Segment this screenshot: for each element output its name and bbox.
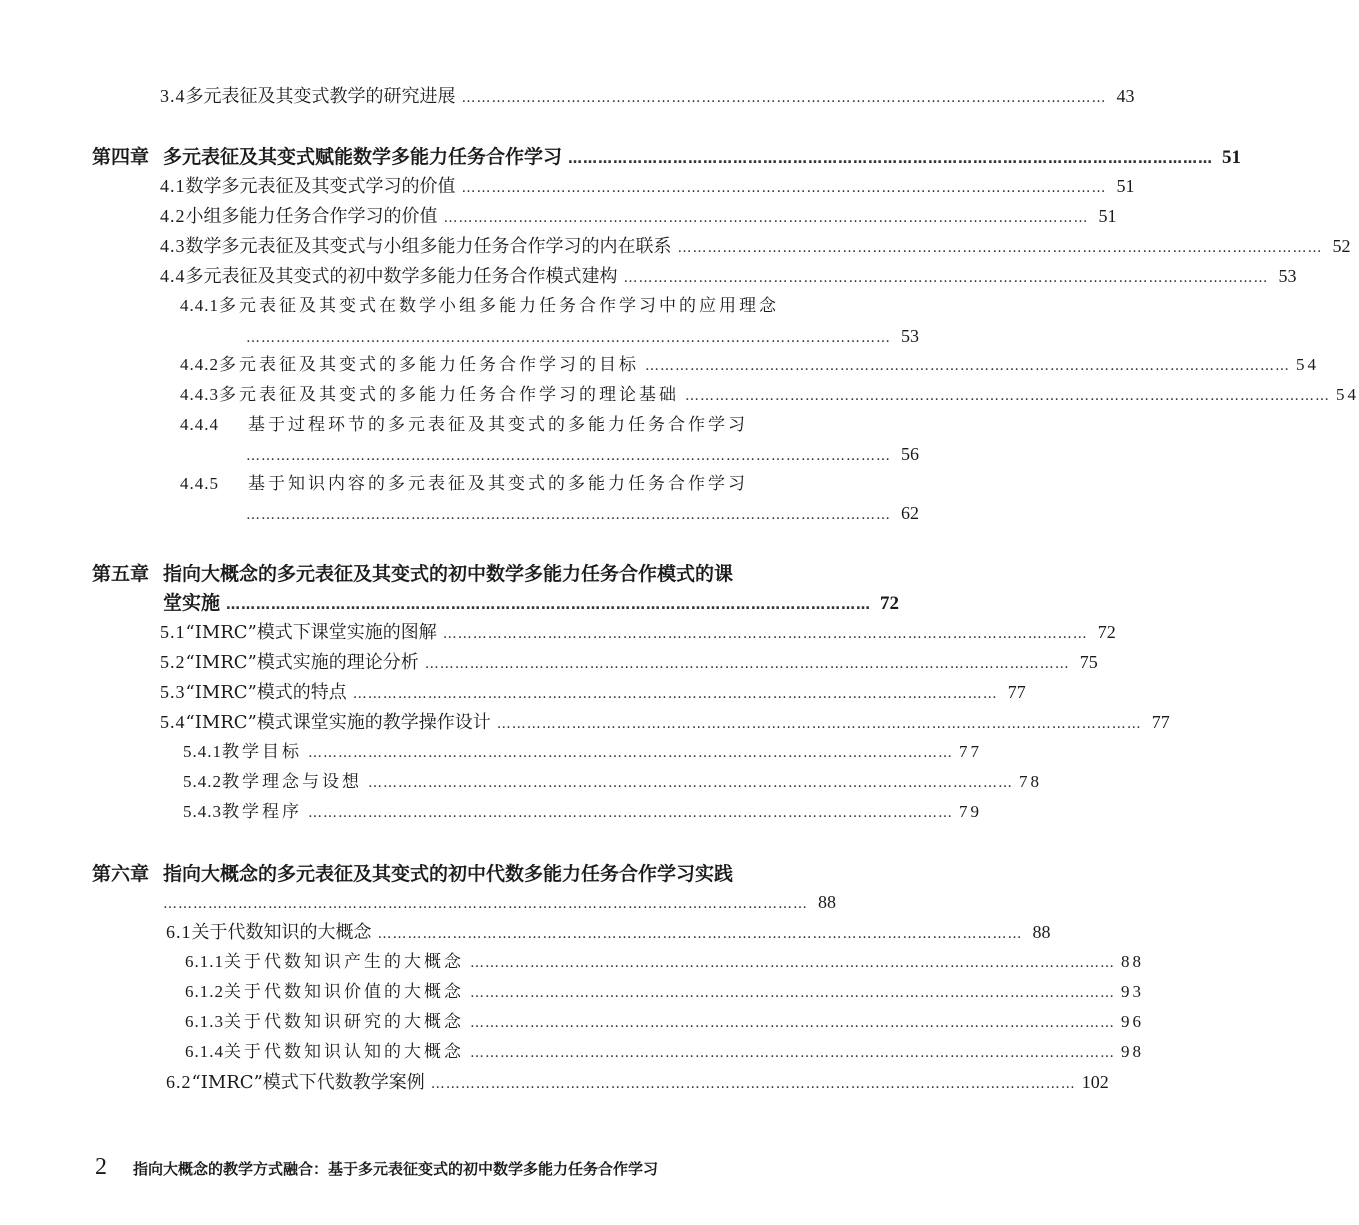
section-title: 多元表征及其变式的多能力任务合作学习的理论基础 — [219, 385, 679, 405]
dot-leader: ………………………………………………………………………………………………………………… — [645, 358, 1290, 374]
dot-leader: ………………………………………………………………………………………………………………… — [685, 388, 1330, 404]
section-number: 4.4.5 — [180, 474, 219, 493]
dot-leader: ………………………………………………………………………………………………………………… — [352, 686, 998, 702]
page-number: 53 — [1278, 266, 1297, 286]
page-number: 56 — [901, 444, 919, 464]
toc-entry-4-4-5-leader[interactable] — [246, 501, 919, 527]
section-title: 教学程序 — [222, 802, 302, 822]
toc-entry-4-4-1-leader[interactable] — [246, 324, 919, 350]
toc-entry-4-1[interactable] — [160, 174, 1135, 200]
section-title: 关于代数知识研究的大概念 — [224, 1012, 464, 1032]
section-title: 多元表征及其变式教学的研究进展 — [185, 86, 456, 107]
dot-leader: ………………………………………………………………………………………………………………… — [226, 597, 872, 613]
toc-entry-6-1-1[interactable] — [185, 950, 1144, 975]
toc-entry-4-4-2[interactable] — [180, 353, 1319, 378]
toc-entry-6-1-2[interactable] — [185, 980, 1144, 1005]
toc-entry-5-3[interactable] — [160, 680, 1026, 706]
chapter-label: 第五章 — [92, 563, 150, 585]
dot-leader: ………………………………………………………………………………………………………………… — [246, 507, 891, 523]
toc-entry-6-1-4[interactable] — [185, 1040, 1144, 1065]
section-number: 5.4.1 — [183, 742, 222, 761]
section-number: 3.4 — [160, 86, 186, 106]
page-number: 75 — [1079, 652, 1098, 672]
page-number: 88 — [1032, 922, 1051, 942]
section-number: 4.3 — [160, 236, 186, 256]
dot-leader: ………………………………………………………………………………………………………………… — [496, 716, 1142, 732]
section-title: 基于过程环节的多元表征及其变式的多能力任务合作学习 — [248, 415, 748, 435]
dot-leader: ………………………………………………………………………………………………………………… — [623, 270, 1269, 286]
toc-entry-4-4-4[interactable] — [180, 413, 755, 437]
section-title: “IMRC”模式实施的理论分析 — [185, 652, 419, 673]
section-title: 关于代数知识价值的大概念 — [224, 982, 464, 1002]
section-number: 5.2 — [160, 652, 186, 672]
dot-leader: ………………………………………………………………………………………………………………… — [246, 448, 891, 464]
section-title: 关于代数知识认知的大概念 — [224, 1042, 464, 1062]
page-number: 51 — [1098, 206, 1117, 226]
page-number: 77 — [1151, 712, 1170, 732]
section-number: 5.1 — [160, 622, 186, 642]
toc-entry-5-1[interactable] — [160, 620, 1116, 646]
toc-chapter-5-line2[interactable] — [163, 591, 900, 617]
section-title: 教学理念与设想 — [222, 772, 362, 792]
dot-leader: ………………………………………………………………………………………………………………… — [368, 775, 1013, 791]
page-footer — [95, 1154, 658, 1181]
page-number: 51 — [1116, 176, 1135, 196]
section-number: 4.4.4 — [180, 415, 219, 434]
chapter-title: 多元表征及其变式赋能数学多能力任务合作学习 — [163, 146, 563, 168]
section-number: 6.1.1 — [185, 952, 224, 971]
section-number: 6.1 — [166, 922, 192, 942]
page-number: 88 — [1121, 952, 1144, 971]
section-title: 关于代数知识产生的大概念 — [224, 952, 464, 972]
dot-leader: ………………………………………………………………………………………………………………… — [470, 1045, 1115, 1061]
toc-entry-4-2[interactable] — [160, 204, 1117, 230]
toc-entry-5-4-1[interactable] — [183, 740, 982, 765]
section-number: 6.1.3 — [185, 1012, 224, 1031]
section-number: 5.4.2 — [183, 772, 222, 791]
toc-entry-4-4-3[interactable] — [180, 383, 1359, 408]
page-number: 72 — [880, 593, 900, 614]
chapter-title: 指向大概念的多元表征及其变式的初中数学多能力任务合作模式的课 — [163, 563, 734, 585]
section-title: “IMRC”模式的特点 — [185, 682, 347, 703]
page-number: 93 — [1121, 982, 1144, 1001]
page-number: 54 — [1296, 355, 1319, 374]
toc-entry-4-4-4-leader[interactable] — [246, 442, 919, 468]
page-number: 52 — [1332, 236, 1351, 256]
section-number: 6.1.4 — [185, 1042, 224, 1061]
page-number: 72 — [1097, 622, 1116, 642]
chapter-label: 第四章 — [92, 146, 150, 168]
toc-chapter-4[interactable] — [92, 145, 1242, 171]
section-number: 4.4.3 — [180, 385, 219, 404]
dot-leader: ………………………………………………………………………………………………………………… — [470, 955, 1115, 971]
section-title: 小组多能力任务合作学习的价值 — [185, 206, 438, 227]
dot-leader: ………………………………………………………………………………………………………………… — [461, 90, 1107, 106]
section-number: 6.1.2 — [185, 982, 224, 1001]
dot-leader: ………………………………………………………………………………………………………………… — [246, 330, 891, 346]
section-title: 数学多元表征及其变式与小组多能力任务合作学习的内在联系 — [185, 236, 672, 257]
section-title: 多元表征及其变式的初中数学多能力任务合作模式建构 — [185, 266, 618, 287]
toc-entry-3-4[interactable] — [160, 84, 1135, 110]
page-number: 102 — [1081, 1072, 1109, 1092]
section-title: “IMRC”模式课堂实施的教学操作设计 — [185, 712, 491, 733]
section-number: 5.4.3 — [183, 802, 222, 821]
dot-leader: ………………………………………………………………………………………………………………… — [424, 656, 1070, 672]
page-number: 43 — [1116, 86, 1135, 106]
toc-entry-5-4-2[interactable] — [183, 770, 1042, 795]
dot-leader: ………………………………………………………………………………………………………………… — [163, 896, 808, 912]
toc-entry-5-4[interactable] — [160, 710, 1170, 736]
page-number: 77 — [1007, 682, 1026, 702]
section-number: 4.4 — [160, 266, 186, 286]
dot-leader: ………………………………………………………………………………………………………………… — [470, 1015, 1115, 1031]
page-number: 88 — [818, 892, 836, 912]
section-number: 4.2 — [160, 206, 186, 226]
section-title: 教学目标 — [222, 742, 302, 762]
section-title: “IMRC”模式下代数教学案例 — [191, 1072, 425, 1093]
page-number: 53 — [901, 326, 919, 346]
section-number: 5.4 — [160, 712, 186, 732]
chapter-title: 指向大概念的多元表征及其变式的初中代数多能力任务合作学习实践 — [163, 863, 734, 885]
section-title: 数学多元表征及其变式学习的价值 — [185, 176, 456, 197]
toc-entry-6-1-3[interactable] — [185, 1010, 1144, 1035]
section-number: 5.3 — [160, 682, 186, 702]
dot-leader: ………………………………………………………………………………………………………………… — [430, 1076, 1076, 1092]
page-number: 54 — [1336, 385, 1359, 404]
toc-entry-4-4[interactable] — [160, 264, 1297, 290]
section-number: 4.4.2 — [180, 355, 219, 374]
toc-entry-6-1[interactable] — [166, 920, 1051, 946]
section-number: 6.2 — [166, 1072, 192, 1092]
section-title: 多元表征及其变式在数学小组多能力任务合作学习中的应用理念 — [219, 296, 779, 316]
section-title: 基于知识内容的多元表征及其变式的多能力任务合作学习 — [248, 474, 748, 494]
chapter-label: 第六章 — [92, 863, 150, 885]
dot-leader: ………………………………………………………………………………………………………………… — [461, 180, 1107, 196]
chapter-title-continued: 堂实施 — [163, 592, 221, 614]
dot-leader: ………………………………………………………………………………………………………………… — [470, 985, 1115, 1001]
toc-chapter-6-leader[interactable] — [163, 890, 836, 916]
dot-leader: ………………………………………………………………………………………………………………… — [308, 805, 953, 821]
dot-leader: ………………………………………………………………………………………………………………… — [568, 151, 1214, 167]
section-title: “IMRC”模式下课堂实施的图解 — [185, 622, 437, 643]
dot-leader: ………………………………………………………………………………………………………………… — [377, 926, 1023, 942]
footer-book-title: 指向大概念的教学方式融合：基于多元表征变式的初中数学多能力任务合作学习 — [133, 1160, 659, 1178]
page-number: 78 — [1019, 772, 1042, 791]
page-number: 77 — [959, 742, 982, 761]
section-number: 4.1 — [160, 176, 186, 196]
section-title: 关于代数知识的大概念 — [191, 922, 372, 943]
toc-entry-5-2[interactable] — [160, 650, 1098, 676]
toc-chapter-6[interactable] — [92, 862, 755, 886]
dot-leader: ………………………………………………………………………………………………………………… — [443, 210, 1089, 226]
page-number: 96 — [1121, 1012, 1144, 1031]
page-number: 98 — [1121, 1042, 1144, 1061]
page-number: 62 — [901, 503, 919, 523]
dot-leader: ………………………………………………………………………………………………………………… — [677, 240, 1323, 256]
footer-page-number: 2 — [95, 1154, 107, 1180]
toc-entry-5-4-3[interactable] — [183, 800, 982, 825]
section-title: 多元表征及其变式的多能力任务合作学习的目标 — [219, 355, 639, 375]
dot-leader: ………………………………………………………………………………………………………………… — [308, 745, 953, 761]
toc-entry-4-4-1[interactable] — [180, 294, 779, 318]
toc-entry-4-4-5[interactable] — [180, 472, 755, 496]
section-number: 4.4.1 — [180, 296, 219, 315]
toc-chapter-5[interactable] — [92, 562, 755, 586]
toc-entry-4-3[interactable] — [160, 234, 1351, 260]
page-number: 51 — [1222, 147, 1242, 168]
dot-leader: ………………………………………………………………………………………………………………… — [442, 626, 1088, 642]
page-number: 79 — [959, 802, 982, 821]
toc-entry-6-2[interactable] — [166, 1070, 1109, 1096]
